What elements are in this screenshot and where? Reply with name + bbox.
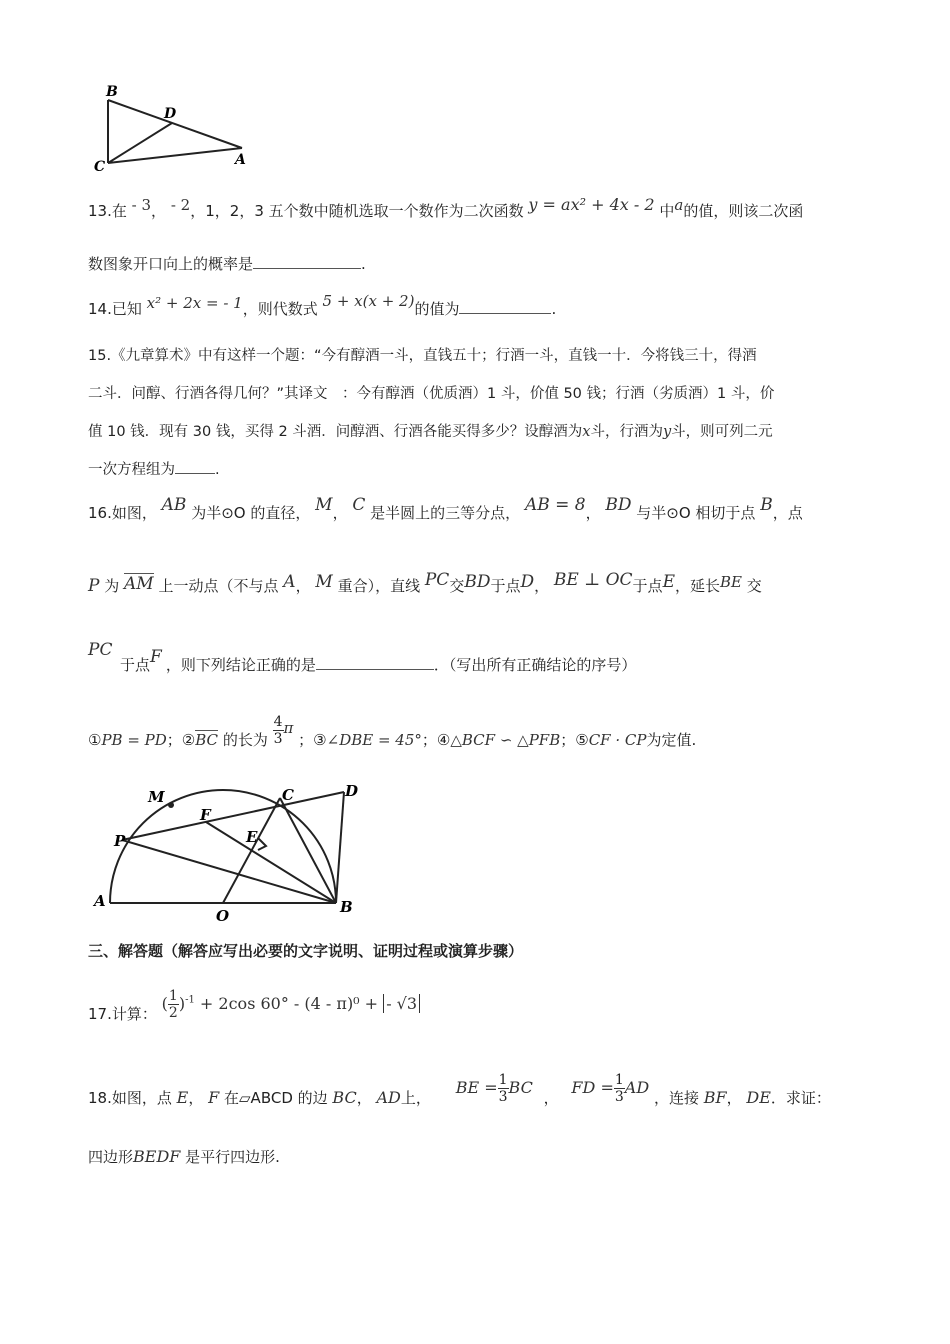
q16-BD: BD: [605, 495, 632, 515]
q16-arc-AM: AM: [124, 574, 154, 594]
q16-answer-blank[interactable]: [316, 669, 434, 670]
q18-BC2: BC: [508, 1078, 533, 1097]
q16-text8: 于点: [490, 577, 521, 595]
q18-text2: 在▱ABCD 的边: [224, 1089, 328, 1107]
q15-end: .: [215, 462, 220, 478]
q16-choice2-mark: ；②: [166, 731, 196, 749]
q16-text6: 上一动点（不与点: [158, 577, 279, 595]
q15-x: x: [582, 424, 591, 440]
q13-text: 在: [111, 202, 127, 220]
q16-wei: 为: [104, 577, 120, 595]
q16-choice5-text: 为定值.: [646, 731, 697, 749]
q18-BE: BE =: [455, 1078, 498, 1097]
q14-equation: x² + 2x = - 1: [146, 294, 243, 312]
q16-text11: 于点: [120, 656, 151, 674]
q18-frac1-num: 1: [498, 1072, 508, 1088]
q16-E: E: [662, 572, 675, 592]
q14-text2: ，则代数式: [242, 300, 318, 318]
q18-frac2: [614, 1072, 625, 1105]
q18-text4: ，连接: [653, 1089, 699, 1107]
q15-y: y: [662, 424, 672, 440]
q18-frac1-den: 3: [498, 1089, 508, 1105]
q16-choice3: ∠DBE = 45°: [326, 731, 422, 749]
q16-AB: AB: [161, 495, 187, 515]
q16-choice2-text: 的长为: [222, 731, 268, 749]
q18-E: E: [176, 1088, 189, 1107]
q18-frac1: [498, 1072, 509, 1105]
q16-AB-equals-8: AB = 8: [524, 495, 586, 515]
q16-text9: 于点: [632, 577, 663, 595]
q13-text4: 的值，则该二次函: [683, 202, 804, 220]
q18-AD: AD: [376, 1088, 401, 1107]
q18-text5: ．求证：: [770, 1089, 831, 1107]
q16-BD2: BD: [464, 572, 491, 592]
q14-end: .: [551, 300, 557, 318]
q17-rest: + 2cos 60° - (4 - π)⁰ +: [199, 994, 379, 1013]
q15-line3: [88, 420, 773, 441]
q16-fraction: [273, 714, 284, 747]
q15-text6: 一次方程组为: [88, 462, 175, 478]
section-heading: 三、解答题（解答应写出必要的文字说明、证明过程或演算步骤）: [88, 942, 524, 960]
q16-text3: 是半圆上的三等分点，: [370, 504, 521, 522]
q16-text7: 重合），直线: [337, 577, 421, 595]
q16-B: B: [760, 495, 773, 515]
q18-AD2: AD: [624, 1078, 650, 1097]
q16-M2: M: [315, 572, 333, 592]
q13-value-neg2: - 2: [170, 196, 191, 214]
q16-line1: 16.如图， AB 为半⊙O 的直径， M， C 是半圆上的三等分点， AB = 8， BD 与半⊙O 相切于点 B，点: [88, 495, 803, 522]
q18-BF: BF: [703, 1088, 727, 1107]
q13-a: a: [674, 196, 684, 214]
q17-line: [88, 988, 420, 1031]
label-D: D: [164, 106, 177, 122]
q17-fraction: [168, 988, 179, 1021]
label-M: M: [148, 788, 165, 806]
q18-line2: [88, 1146, 280, 1167]
q14-number: 14.: [88, 300, 112, 318]
q13-sep: ，: [151, 202, 167, 220]
q14-expression: 5 + x(x + 2): [322, 292, 415, 310]
q14-text: 已知: [111, 300, 142, 318]
q16-line2: P 为 AM 上一动点（不与点 A， M 重合），直线 PC交BD于点D， BE ⊥ OC于点E，延长BE 交: [88, 570, 762, 596]
q18-F: F: [208, 1088, 220, 1107]
q16-frac-num: 4: [273, 714, 283, 730]
q18-DE: DE: [746, 1088, 771, 1107]
q15-line4: [88, 458, 220, 479]
label-O: O: [216, 907, 230, 925]
label-C: C: [282, 786, 294, 804]
label-P: P: [114, 832, 126, 850]
q16-pi: π: [283, 719, 294, 737]
q16-jiao: 交: [449, 577, 465, 595]
q18-BC: BC: [332, 1088, 357, 1107]
q13-answer-blank[interactable]: [253, 268, 361, 269]
q13-end: .: [361, 255, 366, 273]
q15-text2: 二斗．问醇、行酒各得几何？”其译文 ：今有醇酒（优质酒）1 斗，价值 50 钱；行酒（劣质酒）1 斗，价: [88, 386, 775, 402]
q18-number: 18.: [88, 1089, 112, 1107]
q18-FD: FD =: [571, 1078, 614, 1097]
q16-jiao2: 交: [746, 577, 762, 595]
q13-text2: ，1，2，3 五个数中随机选取一个数作为二次函数: [190, 202, 524, 220]
q13-function: y = ax² + 4x - 2: [528, 195, 655, 214]
label-B: B: [340, 898, 353, 916]
label-B: B: [106, 84, 118, 100]
q17-expression: ( $\frac{1}{2}$ )$^{-1}$ + 2cos 60° - (4 - π)⁰ + - √3: [162, 994, 420, 1013]
q14-answer-blank[interactable]: [459, 313, 551, 314]
q16-P: P: [88, 576, 100, 596]
q15-text4: 斗，行酒为: [590, 424, 663, 440]
q16-text10: ，延长: [674, 577, 720, 595]
q14-line: [88, 292, 557, 319]
q17-number: 17.: [88, 1005, 112, 1023]
q18-text: 如图，点: [111, 1089, 172, 1107]
q16-choice2-arc: BC: [195, 731, 219, 749]
q16-PC: PC: [424, 570, 450, 590]
q16-choice4-mark: ；④: [421, 731, 451, 749]
q15-text5: 斗，则可列二元: [671, 424, 773, 440]
q16-A: A: [283, 572, 296, 592]
q16-frac-den: 3: [273, 731, 283, 747]
q17-abs: - √3: [383, 994, 420, 1013]
q16-text4: 与半⊙O 相切于点: [636, 504, 756, 522]
q15-line1: [88, 344, 757, 365]
q16-C: C: [352, 495, 366, 515]
q13-text5: 数图象开口向上的概率是: [88, 255, 254, 273]
q18-BEDF: BEDF: [133, 1147, 181, 1166]
q16-choice5-mark: ；⑤: [560, 731, 589, 749]
q18-frac2-den: 3: [614, 1089, 624, 1105]
q18-frac2-num: 1: [614, 1072, 624, 1088]
label-F: F: [200, 806, 211, 824]
q15-number: 15.: [88, 348, 112, 364]
q16-text5: ，点: [772, 504, 803, 522]
q18-text6: 四边形: [88, 1148, 134, 1166]
q18-text7: 是平行四边形.: [185, 1148, 280, 1166]
q16-choice1-mark: ①: [88, 731, 102, 749]
q18-line1: 18.如图，点 E， F 在▱ABCD 的边 BC， AD上， BE = $\frac{1}{3}$ BC ， FD = $\frac{1}{3}$ AD ，连接 BF， DE．求证：: [88, 1072, 831, 1107]
q16-BE: BE: [720, 573, 742, 591]
q16-text13: ．（写出所有正确结论的序号）: [433, 656, 637, 674]
q17-text: 计算：: [111, 1005, 157, 1023]
q15-text1: 《九章算术》中有这样一个题：“今有醇酒一斗，直钱五十；行酒一斗，直钱一十．今将钱三十，得酒: [111, 348, 757, 364]
q18-text3: 上，: [400, 1089, 431, 1107]
q15-answer-blank[interactable]: [175, 473, 215, 474]
semicircle-figure: [88, 778, 378, 926]
q14-text3: 的值为: [414, 300, 460, 318]
q16-text: 如图，: [111, 504, 157, 522]
q16-choice1: PB = PD: [101, 731, 167, 749]
q17-frac-num: 1: [168, 988, 178, 1004]
q16-choice4: △BCF ∽ △PFB: [450, 731, 561, 749]
q16-BE-perp-OC: BE ⊥ OC: [553, 570, 633, 590]
q16-PC2: PC: [88, 640, 113, 660]
q16-number: 16.: [88, 504, 112, 522]
label-D: D: [345, 782, 359, 800]
label-E: E: [246, 828, 258, 846]
q16-choices: [88, 714, 697, 757]
q16-text2: 为半⊙O 的直径，: [191, 504, 311, 522]
q16-choice5: CF · CP: [588, 731, 647, 749]
label-C: C: [94, 159, 106, 175]
triangle-figure: [92, 80, 262, 175]
q15-text3: 值 10 钱．现有 30 钱，买得 2 斗酒．问醇酒、行酒各能买得多少？设醇酒为: [88, 424, 583, 440]
q17-frac-den: 2: [168, 1005, 178, 1021]
q13-value-neg3: - 3: [131, 196, 152, 214]
q13-text3: 中: [659, 202, 675, 220]
q16-choice3-mark: ；③: [298, 731, 327, 749]
q13-line1: [88, 195, 804, 221]
q16-F: F: [150, 647, 162, 667]
label-A: A: [94, 892, 106, 910]
q13-number: 13.: [88, 202, 112, 220]
q13-line2: [88, 253, 366, 274]
label-A: A: [235, 152, 246, 168]
q16-D: D: [520, 572, 535, 592]
q16-text12: ，则下列结论正确的是: [165, 656, 316, 674]
q16-M: M: [315, 495, 333, 515]
